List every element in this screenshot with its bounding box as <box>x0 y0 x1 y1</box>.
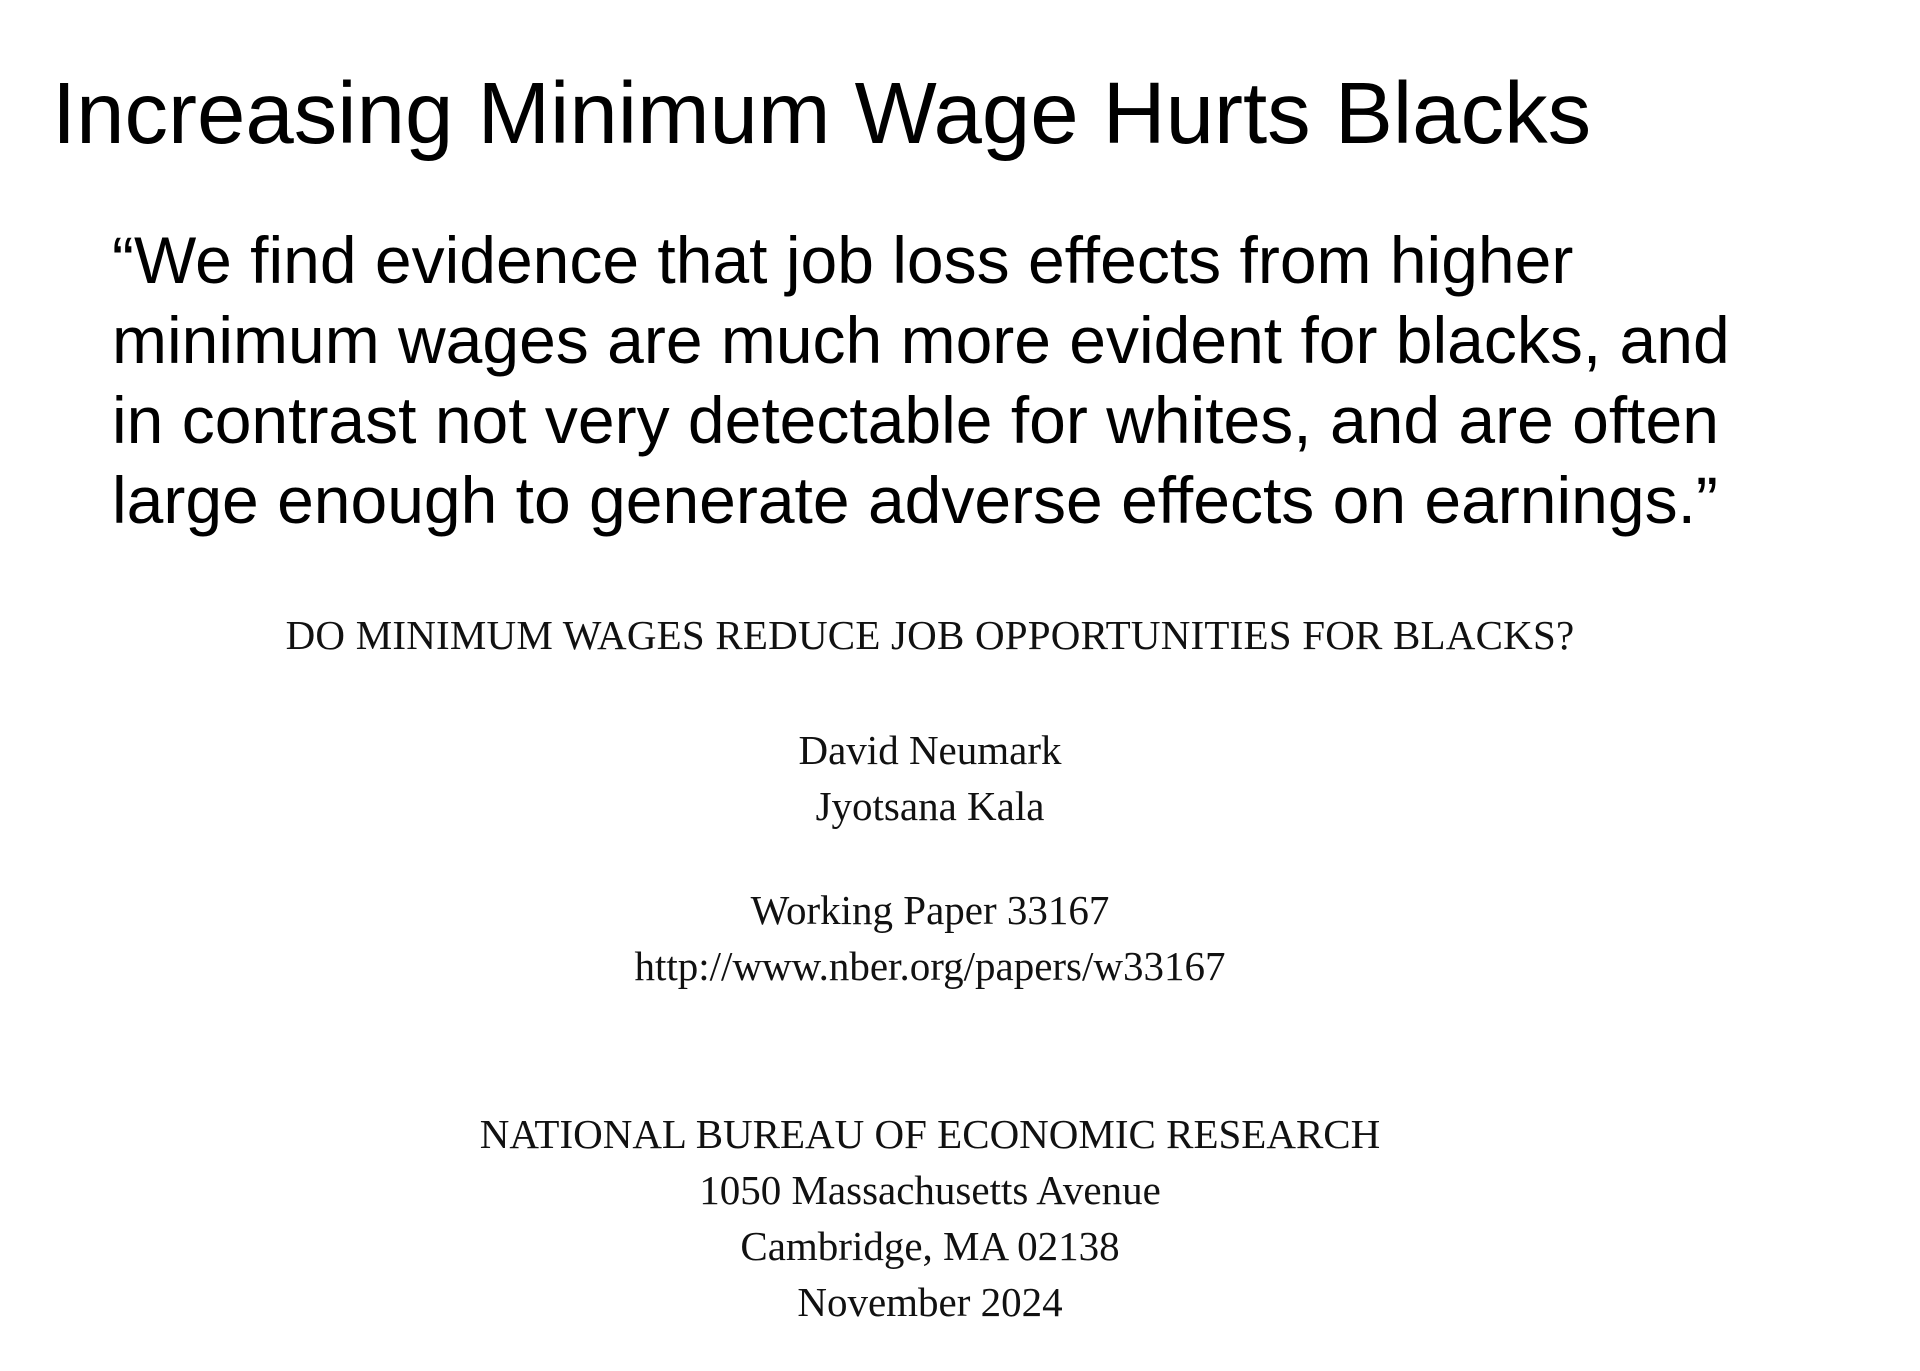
working-paper-number: Working Paper 33167 <box>750 887 1110 933</box>
quote-line: in contrast not very detectable for whites, and are often <box>112 383 1719 457</box>
paper-title: DO MINIMUM WAGES REDUCE JOB OPPORTUNITIES FOR BLACKS? <box>285 612 1575 658</box>
quote-line: “We find evidence that job loss effects from higher <box>112 223 1574 297</box>
quote-line: minimum wages are much more evident for blacks, and <box>112 303 1730 377</box>
institution-name: NATIONAL BUREAU OF ECONOMIC RESEARCH <box>479 1111 1381 1157</box>
paper-date: November 2024 <box>797 1279 1063 1325</box>
slide-title: Increasing Minimum Wage Hurts Blacks <box>52 65 1592 162</box>
paper-authors <box>0 722 1860 834</box>
address-city: Cambridge, MA 02138 <box>740 1223 1120 1269</box>
quote-line: large enough to generate adverse effects on earnings.” <box>112 463 1718 537</box>
address-street: 1050 Massachusetts Avenue <box>699 1167 1161 1213</box>
author-name: David Neumark <box>798 727 1062 773</box>
quote <box>112 220 1872 540</box>
author-name: Jyotsana Kala <box>815 783 1045 829</box>
working-paper-info <box>0 882 1860 994</box>
paper-url: http://www.nber.org/papers/w33167 <box>634 943 1226 989</box>
institution-block <box>0 1106 1860 1330</box>
